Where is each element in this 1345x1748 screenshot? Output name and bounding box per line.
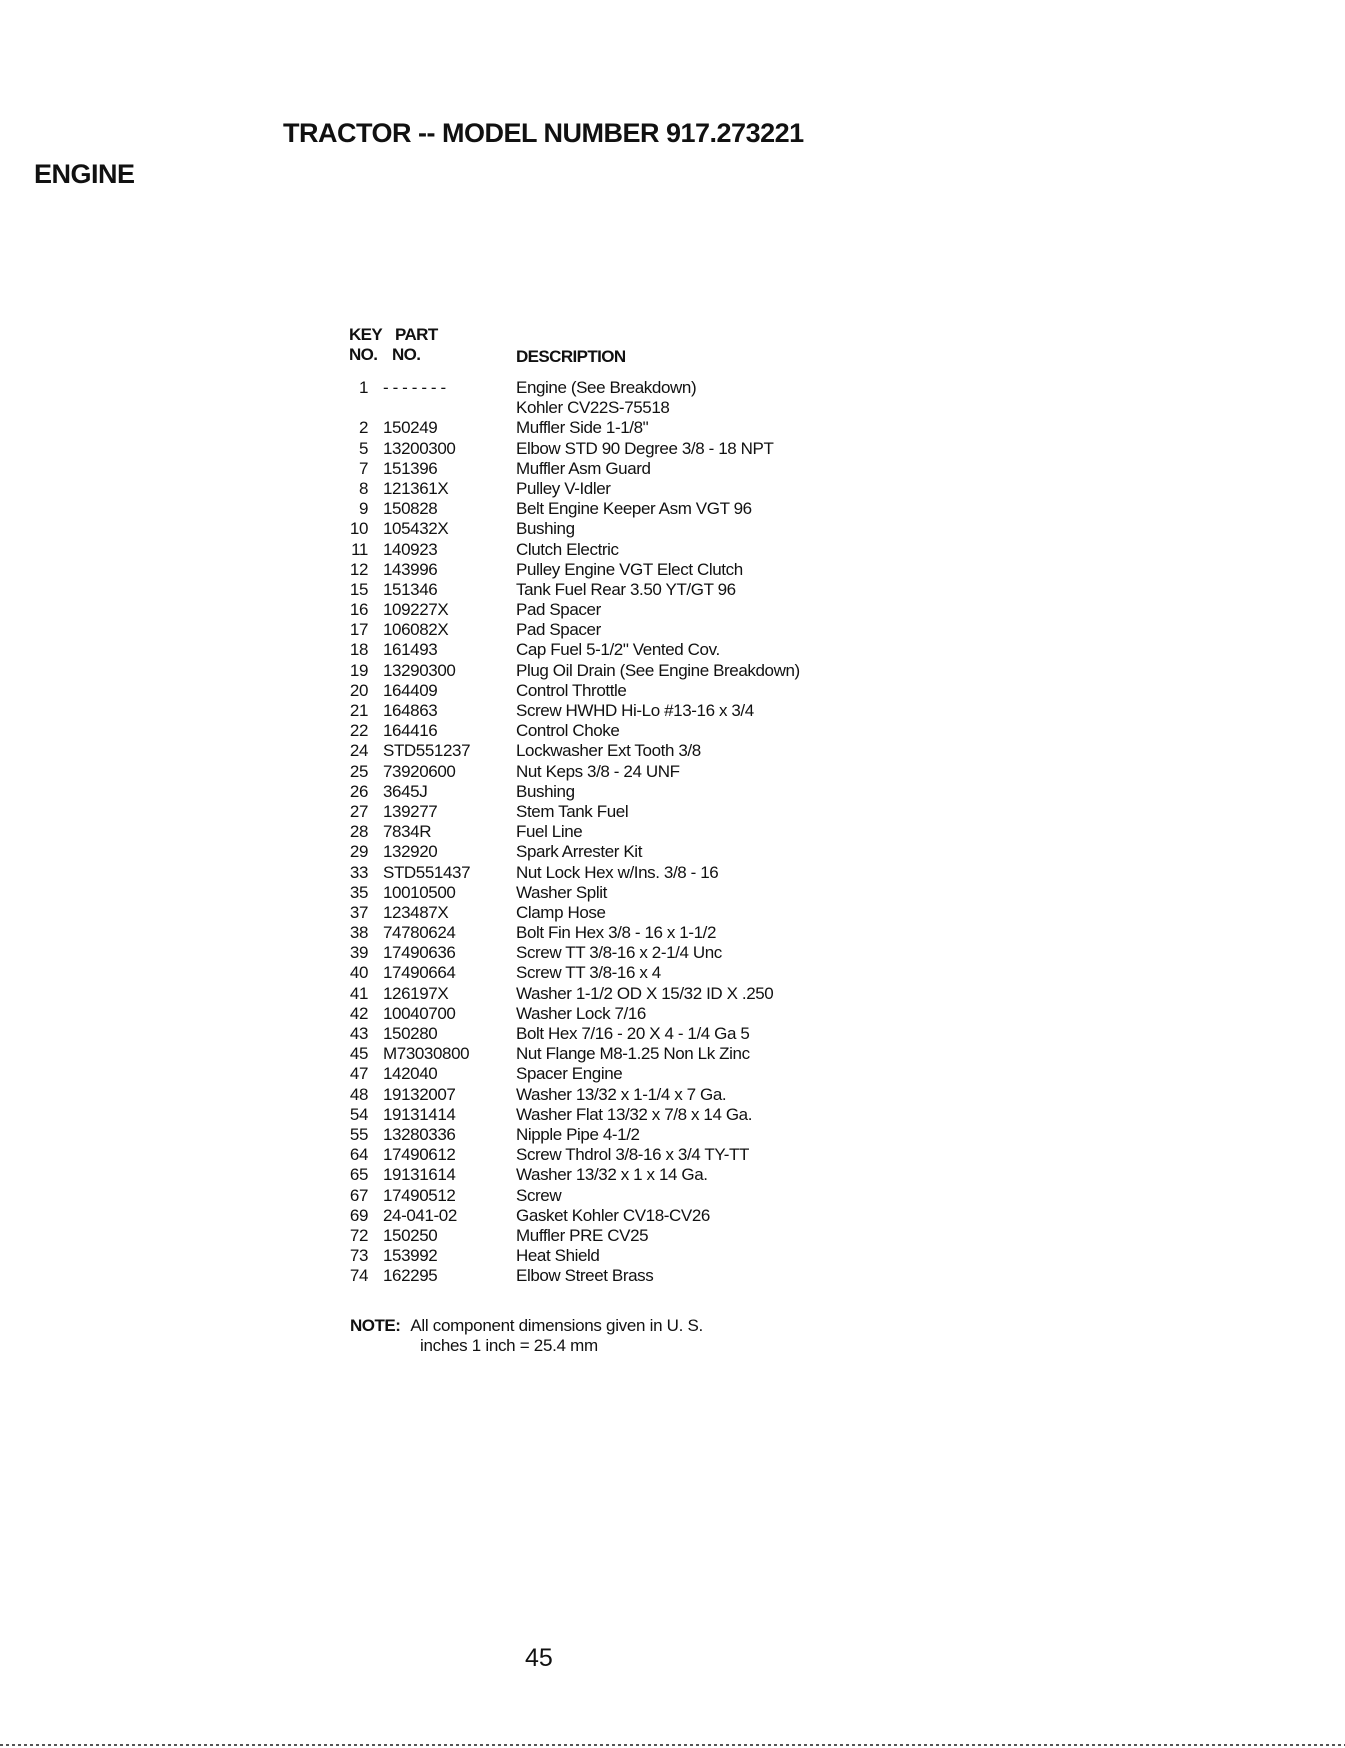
key-no-cell: 9 bbox=[358, 499, 368, 519]
part-no-cell: 17490612 bbox=[383, 1145, 456, 1165]
description-cell: Washer Flat 13/32 x 7/8 x 14 Ga. bbox=[516, 1104, 753, 1124]
key-no-cell: 24 bbox=[349, 741, 368, 761]
table-row bbox=[0, 822, 1345, 842]
key-no-cell: 73 bbox=[349, 1246, 368, 1266]
description-cell: Washer 1-1/2 OD X 15/32 ID X .250 bbox=[516, 983, 774, 1003]
table-row bbox=[0, 741, 1345, 761]
table-row bbox=[0, 762, 1345, 782]
table-row bbox=[0, 1105, 1345, 1125]
description-cell: Nut Keps 3/8 - 24 UNF bbox=[516, 761, 680, 781]
part-no-cell: 13290300 bbox=[383, 660, 456, 680]
key-no-cell: 43 bbox=[349, 1024, 368, 1043]
table-row bbox=[0, 479, 1345, 499]
description-cell: Tank Fuel Rear 3.50 YT/GT 96 bbox=[516, 579, 736, 599]
part-no-cell: 150249 bbox=[383, 418, 438, 438]
table-row bbox=[0, 943, 1345, 963]
key-no-cell: 16 bbox=[349, 600, 368, 620]
table-row bbox=[0, 842, 1345, 862]
key-no-cell: 41 bbox=[349, 983, 368, 1003]
part-no-cell: 3645J bbox=[383, 781, 428, 801]
description-cell: Nut Flange M8-1.25 Non Lk Zinc bbox=[516, 1044, 750, 1064]
description-cell: Plug Oil Drain (See Engine Breakdown) bbox=[516, 660, 800, 680]
key-no-cell: 65 bbox=[349, 1165, 368, 1185]
table-row bbox=[0, 620, 1345, 640]
key-no-cell: 22 bbox=[349, 721, 368, 741]
description-cell: Heat Shield bbox=[516, 1246, 600, 1266]
note-text-line2: inches 1 inch = 25.4 mm bbox=[420, 1336, 598, 1355]
col-header-key-line2: NO. bbox=[349, 345, 378, 364]
description-cell: Control Choke bbox=[516, 721, 620, 741]
table-row bbox=[0, 863, 1345, 883]
description-cell: Bolt Hex 7/16 - 20 X 4 - 1/4 Ga 5 bbox=[516, 1024, 750, 1043]
description-cell: Screw HWHD Hi-Lo #13-16 x 3/4 bbox=[516, 701, 754, 720]
col-header-description: DESCRIPTION bbox=[516, 347, 626, 366]
part-no-cell: 164416 bbox=[383, 721, 438, 741]
part-no-cell: 73920600 bbox=[383, 761, 456, 781]
part-no-cell: 17490512 bbox=[383, 1185, 456, 1205]
key-no-cell: 10 bbox=[349, 519, 368, 539]
key-no-cell: 64 bbox=[349, 1145, 368, 1165]
key-no-cell: 8 bbox=[358, 478, 368, 498]
table-row bbox=[0, 802, 1345, 822]
key-no-cell: 1 bbox=[358, 378, 368, 397]
part-no-cell: 19132007 bbox=[383, 1084, 456, 1104]
key-no-cell: 29 bbox=[349, 842, 368, 862]
part-no-cell: 164863 bbox=[383, 701, 438, 720]
table-row bbox=[0, 1024, 1345, 1044]
key-no-cell: 39 bbox=[349, 943, 368, 963]
scan-edge-line bbox=[0, 1744, 1345, 1746]
part-no-cell: 17490636 bbox=[383, 943, 456, 963]
part-no-cell: 24-041-02 bbox=[383, 1205, 457, 1225]
key-no-cell: 17 bbox=[349, 620, 368, 640]
description-cell: Clamp Hose bbox=[516, 902, 606, 922]
key-no-cell: 19 bbox=[349, 660, 368, 680]
part-no-cell: 123487X bbox=[383, 902, 449, 922]
description-cell: Bolt Fin Hex 3/8 - 16 x 1-1/2 bbox=[516, 923, 717, 943]
table-row bbox=[0, 963, 1345, 983]
table-row bbox=[0, 640, 1345, 660]
table-row bbox=[0, 923, 1345, 943]
key-no-cell: 21 bbox=[349, 701, 368, 720]
key-no-cell: 40 bbox=[349, 963, 368, 983]
part-no-cell: 121361X bbox=[383, 478, 449, 498]
parts-list bbox=[0, 378, 1345, 1286]
description-cell: Screw TT 3/8-16 x 4 bbox=[516, 963, 661, 983]
key-no-cell: 7 bbox=[358, 458, 368, 478]
key-no-cell: 67 bbox=[349, 1185, 368, 1205]
key-no-cell: 5 bbox=[358, 438, 368, 458]
table-row bbox=[0, 1064, 1345, 1084]
table-row bbox=[0, 1004, 1345, 1024]
description-cell: Bushing bbox=[516, 519, 575, 539]
key-no-cell: 42 bbox=[349, 1003, 368, 1023]
table-row bbox=[0, 499, 1345, 519]
description-cell: Pad Spacer bbox=[516, 600, 601, 620]
key-no-cell: 69 bbox=[349, 1205, 368, 1225]
part-no-cell: 140923 bbox=[383, 539, 438, 559]
description-cell: Elbow STD 90 Degree 3/8 - 18 NPT bbox=[516, 438, 774, 458]
description-cell: Belt Engine Keeper Asm VGT 96 bbox=[516, 499, 752, 519]
table-row bbox=[0, 661, 1345, 681]
part-no-cell: 162295 bbox=[383, 1266, 438, 1286]
part-no-cell: 106082X bbox=[383, 620, 449, 640]
key-no-cell: 25 bbox=[349, 761, 368, 781]
description-cell: Engine (See Breakdown) bbox=[516, 378, 697, 397]
table-row bbox=[0, 1044, 1345, 1064]
part-no-cell: 13280336 bbox=[383, 1124, 456, 1144]
key-no-cell: 48 bbox=[349, 1084, 368, 1104]
part-no-cell: 151396 bbox=[383, 458, 438, 478]
table-row bbox=[0, 782, 1345, 802]
key-no-cell: 28 bbox=[349, 822, 368, 842]
table-row bbox=[0, 439, 1345, 459]
description-cell: Muffler Side 1-1/8" bbox=[516, 418, 649, 438]
part-no-cell: 150280 bbox=[383, 1024, 438, 1043]
col-header-key-line1: KEY bbox=[349, 325, 383, 344]
part-no-cell: 150250 bbox=[383, 1225, 438, 1245]
part-no-cell: 139277 bbox=[383, 801, 438, 821]
table-row bbox=[0, 1165, 1345, 1185]
description-cell: Washer 13/32 x 1-1/4 x 7 Ga. bbox=[516, 1084, 727, 1104]
key-no-cell: 47 bbox=[349, 1064, 368, 1084]
part-no-cell: 74780624 bbox=[383, 923, 456, 943]
table-row bbox=[0, 984, 1345, 1004]
table-row bbox=[0, 540, 1345, 560]
key-no-cell: 54 bbox=[349, 1104, 368, 1124]
table-row bbox=[0, 519, 1345, 539]
part-no-cell: 19131614 bbox=[383, 1165, 456, 1185]
table-row bbox=[0, 1266, 1345, 1286]
table-row bbox=[0, 1085, 1345, 1105]
description-cell: Stem Tank Fuel bbox=[516, 801, 629, 821]
description-cell: Muffler Asm Guard bbox=[516, 458, 651, 478]
key-no-cell: 11 bbox=[351, 539, 368, 559]
section-heading: ENGINE bbox=[34, 159, 135, 189]
note-label: NOTE: bbox=[350, 1316, 401, 1335]
part-no-cell: 105432X bbox=[383, 519, 449, 539]
description-cell: Pulley V-Idler bbox=[516, 478, 611, 498]
table-row bbox=[0, 418, 1345, 438]
table-row bbox=[0, 398, 1345, 418]
key-no-cell: 27 bbox=[349, 801, 368, 821]
description-cell: Washer Lock 7/16 bbox=[516, 1003, 646, 1023]
table-row bbox=[0, 378, 1345, 398]
description-cell: Elbow Street Brass bbox=[516, 1266, 654, 1286]
key-no-cell: 18 bbox=[349, 640, 368, 660]
part-no-cell: 126197X bbox=[383, 983, 449, 1003]
key-no-cell: 72 bbox=[349, 1225, 368, 1245]
key-no-cell: 45 bbox=[349, 1044, 368, 1064]
description-cell: Fuel Line bbox=[516, 822, 583, 842]
part-no-cell: - - - - - - - bbox=[383, 378, 446, 397]
description-cell: Screw Thdrol 3/8-16 x 3/4 TY-TT bbox=[516, 1145, 749, 1165]
description-cell: Clutch Electric bbox=[516, 539, 619, 559]
key-no-cell: 55 bbox=[349, 1124, 368, 1144]
part-no-cell: 164409 bbox=[383, 680, 438, 700]
description-cell: Pulley Engine VGT Elect Clutch bbox=[516, 559, 743, 579]
description-cell: Kohler CV22S-75518 bbox=[516, 398, 670, 418]
part-no-cell: M73030800 bbox=[383, 1044, 470, 1064]
key-no-cell: 37 bbox=[349, 902, 368, 922]
part-no-cell: 10040700 bbox=[383, 1003, 456, 1023]
part-no-cell: 153992 bbox=[383, 1246, 438, 1266]
description-cell: Lockwasher Ext Tooth 3/8 bbox=[516, 741, 701, 761]
col-header-part-line2: NO. bbox=[392, 345, 421, 364]
table-row bbox=[0, 721, 1345, 741]
table-row bbox=[0, 600, 1345, 620]
description-cell: Gasket Kohler CV18-CV26 bbox=[516, 1205, 710, 1225]
description-cell: Pad Spacer bbox=[516, 620, 601, 640]
key-no-cell: 2 bbox=[358, 418, 368, 438]
note-text-line1: All component dimensions given in U. S. bbox=[410, 1316, 703, 1335]
description-cell: Screw TT 3/8-16 x 2-1/4 Unc bbox=[516, 943, 722, 963]
part-no-cell: 10010500 bbox=[383, 882, 456, 902]
description-cell: Muffler PRE CV25 bbox=[516, 1225, 649, 1245]
part-no-cell: 132920 bbox=[383, 842, 438, 862]
key-no-cell: 26 bbox=[349, 781, 368, 801]
part-no-cell: 142040 bbox=[383, 1064, 438, 1084]
description-cell: Washer Split bbox=[516, 882, 607, 902]
key-no-cell: 38 bbox=[349, 923, 368, 943]
part-no-cell: 17490664 bbox=[383, 963, 456, 983]
key-no-cell: 74 bbox=[349, 1266, 368, 1286]
table-row bbox=[0, 1186, 1345, 1206]
table-row bbox=[0, 1226, 1345, 1246]
table-row bbox=[0, 1145, 1345, 1165]
description-cell: Spark Arrester Kit bbox=[516, 842, 643, 862]
part-no-cell: 7834R bbox=[383, 822, 432, 842]
table-row bbox=[0, 1125, 1345, 1145]
col-header-part-line1: PART bbox=[395, 325, 438, 344]
table-row bbox=[0, 681, 1345, 701]
part-no-cell: STD551437 bbox=[383, 862, 471, 882]
description-cell: Spacer Engine bbox=[516, 1064, 623, 1084]
table-row bbox=[0, 580, 1345, 600]
description-cell: Screw bbox=[516, 1185, 562, 1205]
key-no-cell: 35 bbox=[349, 882, 368, 902]
description-cell: Control Throttle bbox=[516, 680, 627, 700]
part-no-cell: 19131414 bbox=[383, 1104, 456, 1124]
part-no-cell: 150828 bbox=[383, 499, 438, 519]
table-row bbox=[0, 459, 1345, 479]
part-no-cell: 13200300 bbox=[383, 438, 456, 458]
description-cell: Washer 13/32 x 1 x 14 Ga. bbox=[516, 1165, 708, 1185]
description-cell: Cap Fuel 5-1/2" Vented Cov. bbox=[516, 640, 720, 660]
description-cell: Nut Lock Hex w/Ins. 3/8 - 16 bbox=[516, 862, 719, 882]
page-title: TRACTOR -- MODEL NUMBER 917.273221 bbox=[283, 118, 804, 148]
page-number: 45 bbox=[525, 1644, 553, 1672]
table-row bbox=[0, 701, 1345, 721]
table-row bbox=[0, 903, 1345, 923]
table-row bbox=[0, 1246, 1345, 1266]
description-cell: Bushing bbox=[516, 781, 575, 801]
part-no-cell: STD551237 bbox=[383, 741, 471, 761]
part-no-cell: 151346 bbox=[383, 579, 438, 599]
table-row bbox=[0, 1206, 1345, 1226]
description-cell: Nipple Pipe 4-1/2 bbox=[516, 1124, 640, 1144]
table-row bbox=[0, 883, 1345, 903]
part-no-cell: 109227X bbox=[383, 600, 449, 620]
key-no-cell: 12 bbox=[349, 559, 368, 579]
table-row bbox=[0, 560, 1345, 580]
key-no-cell: 15 bbox=[349, 579, 368, 599]
part-no-cell: 143996 bbox=[383, 559, 438, 579]
part-no-cell: 161493 bbox=[383, 640, 438, 660]
key-no-cell: 20 bbox=[349, 680, 368, 700]
key-no-cell: 33 bbox=[349, 862, 368, 882]
